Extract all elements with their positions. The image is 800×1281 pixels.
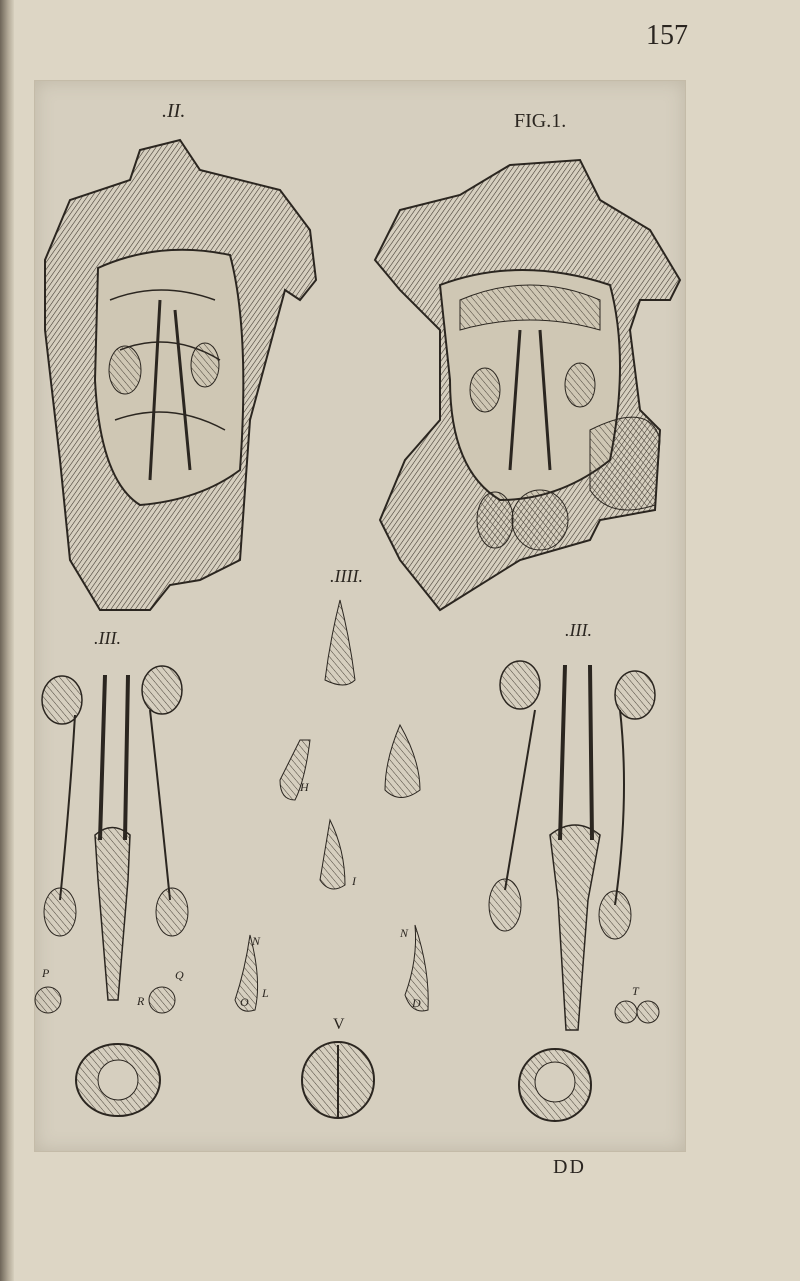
figure-v-label: V	[333, 1016, 345, 1033]
torso-figure-2	[45, 140, 316, 610]
figure-3-right-label: .III.	[565, 620, 592, 640]
urogenital-diagram-left	[42, 666, 188, 1000]
callout-n-right: N	[400, 926, 409, 940]
signature-mark: DD	[553, 1156, 586, 1178]
callout-n-left: N	[252, 934, 261, 948]
callout-o: O	[240, 995, 249, 1009]
callout-t: T	[632, 984, 639, 998]
callout-l: L	[262, 986, 269, 1000]
urogenital-diagram-right	[489, 661, 655, 1030]
callout-i: I	[352, 874, 356, 888]
page-number: 157	[646, 20, 688, 51]
callout-d: D	[412, 996, 421, 1010]
callout-q: Q	[175, 968, 184, 982]
figure-2-label: .II.	[162, 100, 186, 122]
figure-4-label: .IIII.	[330, 566, 363, 586]
callout-r: R	[137, 994, 145, 1008]
figure-1-label: FIG.1.	[514, 110, 567, 132]
callout-h: H	[300, 780, 309, 794]
torso-figure-1	[375, 160, 680, 610]
figure-3-left-label: .III.	[94, 628, 121, 648]
callout-p: P	[42, 966, 50, 980]
cross-sections	[76, 1042, 591, 1121]
